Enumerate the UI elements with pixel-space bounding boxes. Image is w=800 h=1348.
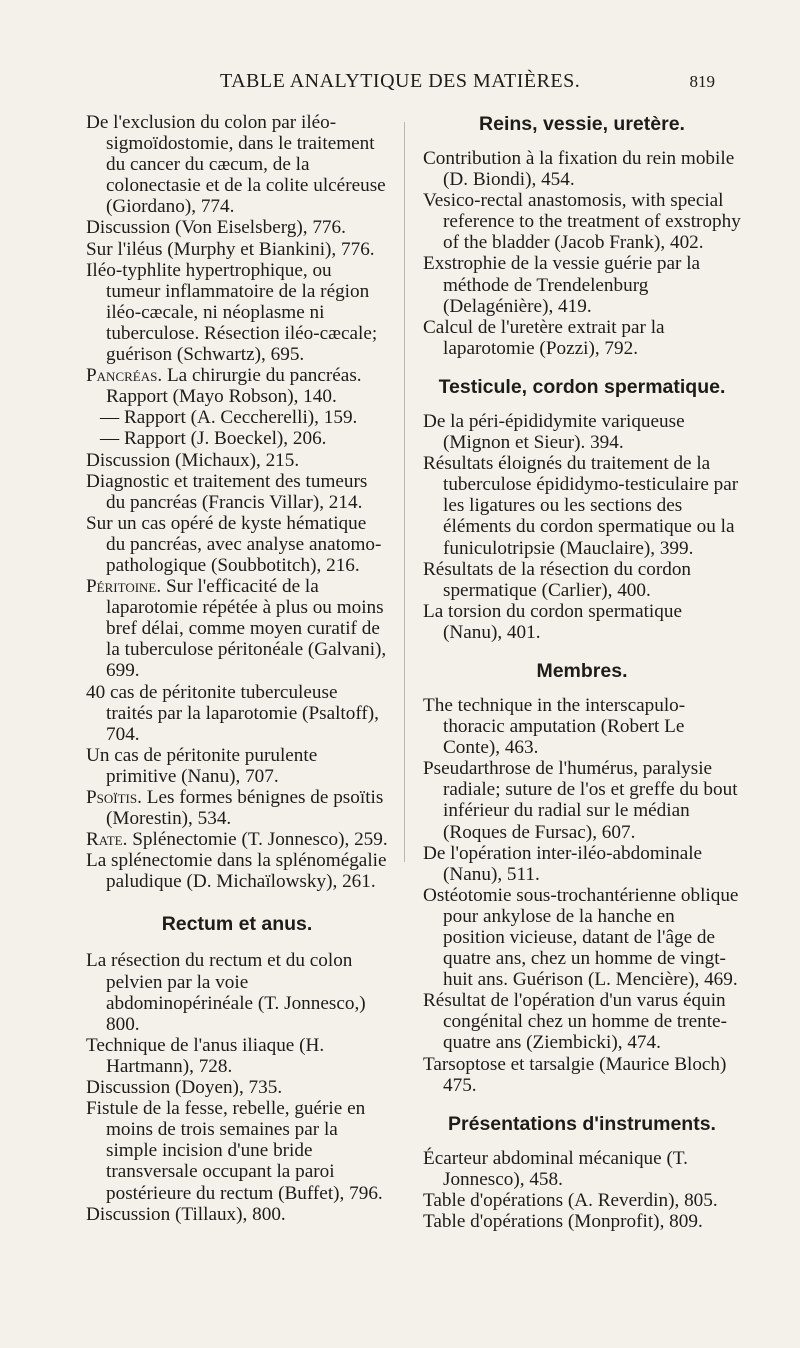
index-entry: Discussion (Von Eiselsberg), 776. bbox=[86, 217, 346, 239]
entry-text: La chirurgie du pancréas. Rapport (Mayo Robson), 140. bbox=[106, 365, 362, 408]
entry-keyword: Rate. bbox=[86, 829, 128, 851]
index-entry: Iléo-typhlite hypertrophique, ou tumeur inflammatoire de la région iléo-cæcale, ni néoplasme ni tuberculose. Résection iléo-cæcale; guérison (Schwartz), 695. bbox=[86, 259, 378, 366]
entry-text: Sur l'efficacité de la laparotomie répétée à plus ou moins bref délai, comme moyen curatif de la tuberculose péritonéale (Galvani), 699. bbox=[106, 576, 387, 682]
index-entry: Vesico-rectal anastomosis, with special reference to the treatment of exstrophy of the bladder (Jacob Frank), 402. bbox=[423, 190, 741, 254]
entry-keyword: Péritoine. bbox=[86, 576, 162, 598]
index-subentry: Un cas de péritonite purulente primitive (Nanu), 707. bbox=[86, 744, 318, 787]
entry-keyword: Pancréas. bbox=[86, 365, 163, 387]
right-column bbox=[423, 112, 741, 1232]
running-head bbox=[0, 70, 800, 100]
index-entry: Écarteur abdominal mécanique (T. Jonnesco), 458. bbox=[423, 1147, 688, 1190]
index-entry: Discussion (Doyen), 735. bbox=[86, 1077, 283, 1099]
index-entry: De l'exclusion du colon par iléo-sigmoïdostomie, dans le traitement du cancer du cæcum, de la colonectasie et de la colite ulcéreuse (Giordano), 774. bbox=[86, 112, 386, 218]
index-entry: De la péri-épididymite variqueuse (Mignon et Sieur). 394. bbox=[423, 410, 685, 454]
index-entry: — Rapport (J. Boeckel), 206. bbox=[100, 428, 327, 450]
section-heading: Testicule, cordon spermatique. bbox=[438, 375, 726, 398]
index-subentry: Discussion (Michaux), 215. bbox=[86, 449, 300, 471]
section-heading: Reins, vessie, uretère. bbox=[479, 113, 685, 135]
index-entry bbox=[86, 365, 388, 407]
index-entry: Technique de l'anus iliaque (H. Hartmann), 728. bbox=[86, 1034, 325, 1077]
index-entry bbox=[86, 829, 388, 850]
index-entry: La torsion du cordon spermatique (Nanu), 401. bbox=[423, 600, 682, 643]
page-number: 819 bbox=[689, 72, 715, 91]
index-entry: Exstrophie de la vessie guérie par la méthode de Trendelenburg (Delagénière), 419. bbox=[423, 253, 701, 317]
section-heading: Présentations d'instruments. bbox=[448, 1112, 716, 1135]
index-subentry: La splénectomie dans la splénomégalie paludique (D. Michaïlowsky), 261. bbox=[86, 850, 387, 893]
page-title: TABLE ANALYTIQUE DES MATIÈRES. bbox=[220, 70, 581, 92]
index-entry: Fistule de la fesse, rebelle, guérie en moins de trois semaines par la simple incision d'une bride transversale occupant la paroi postérieure du rectum (Buffet), 796. bbox=[86, 1098, 383, 1204]
index-entry: Sur l'iléus (Murphy et Biankini), 776. bbox=[86, 238, 375, 260]
index-entry: Table d'opérations (A. Reverdin), 805. bbox=[423, 1189, 718, 1211]
left-column bbox=[86, 112, 388, 1225]
index-entry: Résultats éloignés du traitement de la tuberculose épididymo-testiculaire par les ligatures ou les sections des éléments du cordon spermatique ou la funiculotripsie (Mauclaire), 399. bbox=[423, 453, 739, 559]
section-heading: Membres. bbox=[536, 659, 628, 682]
index-subentry: 40 cas de péritonite tuberculeuse traités par la laparotomie (Psaltoff), 704. bbox=[86, 681, 379, 745]
index-entry: The technique in the interscapulo-thoracic amputation (Robert Le Conte), 463. bbox=[423, 694, 686, 759]
index-subentry: Sur un cas opéré de kyste hématique du pancréas, avec analyse anatomo-pathologique (Soubbotitch), 216. bbox=[86, 512, 382, 576]
index-entry: Calcul de l'uretère extrait par la laparotomie (Pozzi), 792. bbox=[423, 316, 665, 359]
section-heading: Rectum et anus. bbox=[161, 913, 313, 936]
entry-text: Les formes bénignes de psoïtis (Morestin), 534. bbox=[106, 787, 384, 830]
index-entry: Tarsoptose et tarsalgie (Maurice Bloch) 475. bbox=[423, 1053, 727, 1096]
index-subentry: Diagnostic et traitement des tumeurs du pancréas (Francis Villar), 214. bbox=[86, 470, 368, 513]
index-entry: De l'opération inter-iléo-abdominale (Nanu), 511. bbox=[423, 842, 703, 885]
entry-text: Splénectomie (T. Jonnesco), 259. bbox=[127, 829, 388, 851]
index-entry: Discussion (Tillaux), 800. bbox=[86, 1203, 286, 1225]
index-entry: Contribution à la fixation du rein mobile (D. Biondi), 454. bbox=[423, 148, 735, 191]
entry-keyword: Psoïtis. bbox=[86, 787, 142, 808]
index-entry: Pseudarthrose de l'humérus, paralysie radiale; suture de l'os et greffe du bout inférieur du radial sur le médian (Roques de Fursac), 607. bbox=[423, 758, 738, 843]
index-entry: Ostéotomie sous-trochantérienne oblique pour ankylose de la hanche en position vicieuse, datant de l'âge de quatre ans, chez un homme de vingt-huit ans. Guérison (L. Mencière), 469. bbox=[423, 884, 739, 991]
index-entry: Résultat de l'opération d'un varus équin congénital chez un homme de trente-quatre ans (Ziembicki), 474. bbox=[423, 990, 727, 1054]
index-entry bbox=[86, 576, 388, 681]
index-entry: — Rapport (A. Ceccherelli), 159. bbox=[100, 407, 358, 429]
index-entry: Table d'opérations (Monprofit), 809. bbox=[423, 1211, 703, 1233]
column-divider bbox=[404, 122, 405, 862]
index-entry: Résultats de la résection du cordon spermatique (Carlier), 400. bbox=[423, 558, 692, 601]
index-entry bbox=[86, 787, 388, 829]
index-entry: La résection du rectum et du colon pelvien par la voie abdominopérinéale (T. Jonnesco,) 800. bbox=[86, 950, 366, 1035]
